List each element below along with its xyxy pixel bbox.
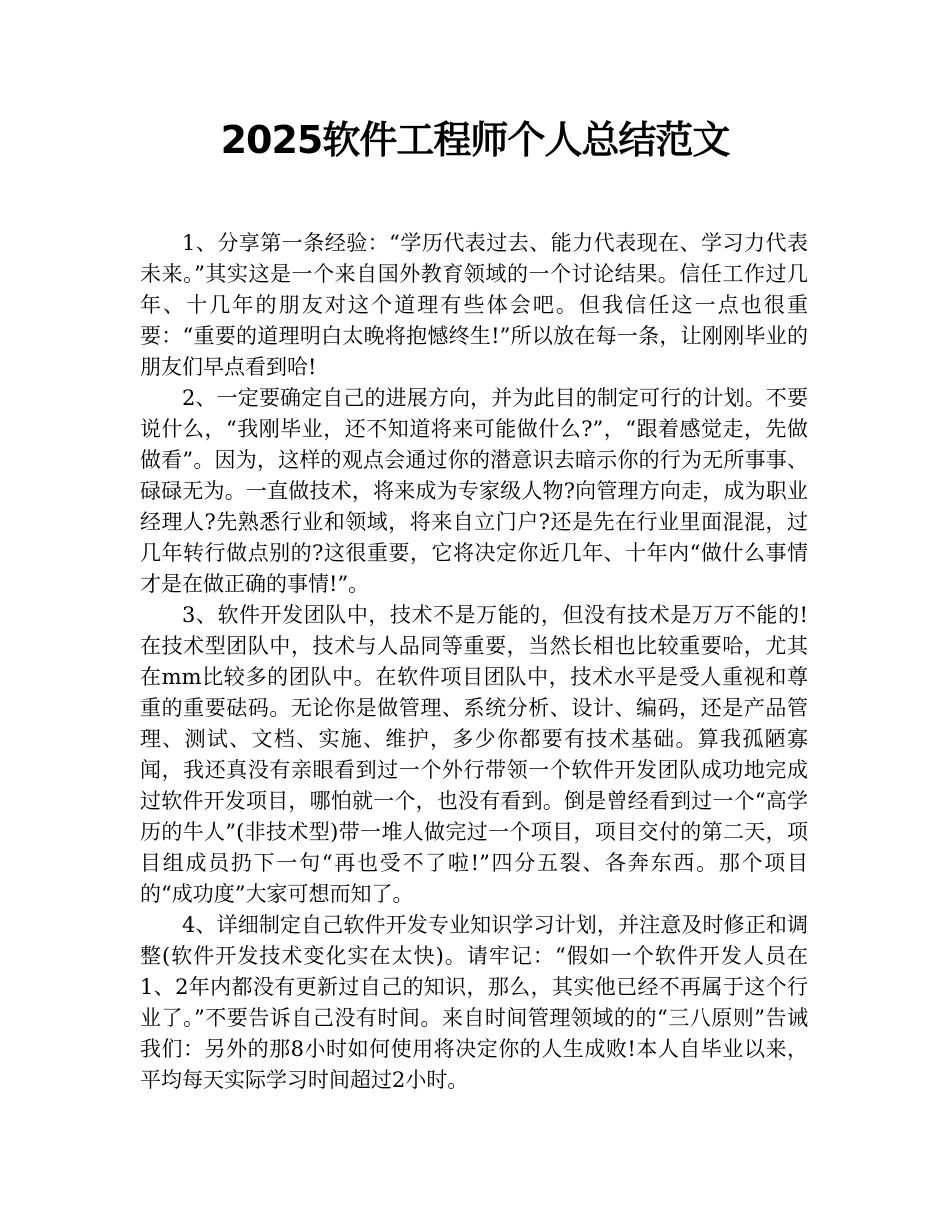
paragraph-4: 4、详细制定自己软件开发专业知识学习计划，并注意及时修正和调整(软件开发技术变化实在太快)。请牢记：“假如一个软件开发人员在1、2年内都没有更新过自己的知识，那么，其实他已经不再属于这个行业了。”不要告诉自己没有时间。来自时间管理领域的的“三八原则”告诫我们：另外的那8小时如何使用将决定你的人生成败!本人自毕业以来，平均每天实际学习时间超过2小时。 — [140, 913, 808, 1092]
document-title: 2025软件工程师个人总结范文 — [220, 118, 730, 162]
paragraph-3: 3、软件开发团队中，技术不是万能的，但没有技术是万万不能的!在技术型团队中，技术与人品同等重要，当然长相也比较重要哈，尤其在mm比较多的团队中。在软件项目团队中，技术水平是受人重视和尊重的重要砝码。无论你是做管理、系统分析、设计、编码，还是产品管理、测试、文档、实施、维护，多少你都要有技术基础。算我孤陋寡闻，我还真没有亲眼看到过一个外行带领一个软件开发团队成功地完成过软件开发项目，哪怕就一个，也没有看到。倒是曾经看到过一个“高学历的牛人”(非技术型)带一堆人做完过一个项目，项目交付的第二天，项目组成员扔下一句“再也受不了啦!”四分五裂、各奔东西。那个项目的“成功度”大家可想而知了。 — [140, 603, 808, 906]
document-body — [140, 228, 808, 1096]
paragraph-1: 1、分享第一条经验：“学历代表过去、能力代表现在、学习力代表未来。”其实这是一个来自国外教育领域的一个讨论结果。信任工作过几年、十几年的朋友对这个道理有些体会吧。但我信任这一点也很重要：“重要的道理明白太晚将抱憾终生!”所以放在每一条，让刚刚毕业的朋友们早点看到哈! — [140, 231, 808, 379]
paragraph-2: 2、一定要确定自己的进展方向，并为此目的制定可行的计划。不要说什么，“我刚毕业，还不知道将来可能做什么?”，“跟着感觉走，先做做看”。因为，这样的观点会通过你的潜意识去暗示你的行为无所事事、碌碌无为。一直做技术，将来成为专家级人物?向管理方向走，成为职业经理人?先熟悉行业和领域，将来自立门户?还是先在行业里面混混，过几年转行做点别的?这很重要，它将决定你近几年、十年内“做什么事情才是在做正确的事情!”。 — [140, 386, 808, 596]
